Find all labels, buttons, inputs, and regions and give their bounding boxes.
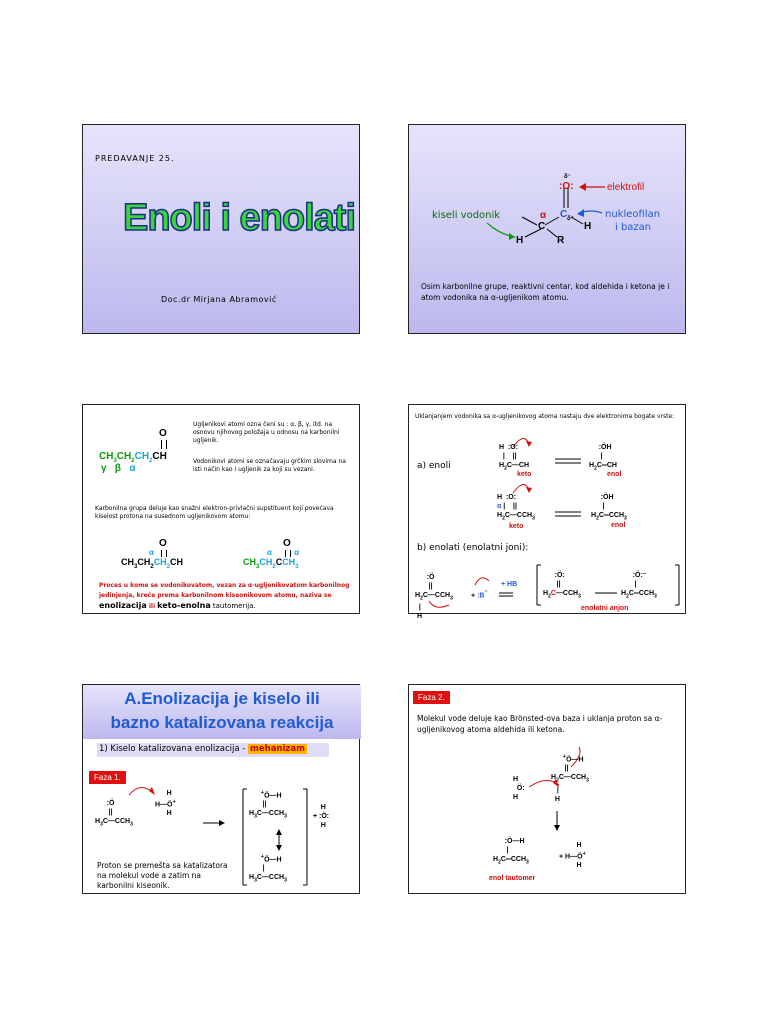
keto-label-1: keto [517, 471, 532, 478]
acetone-formula: :Ö || $H_3C—CCH_3$ [95, 800, 133, 828]
butanal-formula: $CH_3CH_2CH_2CH$ [99, 451, 167, 464]
carbonyl-oxygen-2: O [159, 538, 167, 549]
enol-label-1: enol [607, 471, 622, 478]
carbonyl-carbon: C [560, 209, 568, 220]
hydrogen-right: H [584, 221, 592, 232]
water-base-formula: H Ö: H [513, 776, 525, 801]
enol-1-formula: :ÖH | $H_2C═CH$ [589, 444, 617, 472]
slide-2-text: Osim karbonilne grupe, reaktivni centar, kod aldehida i ketona je i atom vodonika na α-ugljenikom atomu. [421, 282, 670, 302]
enolizacija-term: enolizacija [99, 601, 147, 610]
keto-2-formula: H :O: α | || $H_2C—CCH_3$ [497, 494, 535, 522]
alpha-hydrogen: H [516, 235, 524, 246]
author: Doc.dr Mirjana Abramović [161, 295, 277, 304]
double-bond-1 [161, 440, 167, 449]
hydronium-formula: H H—Ö+ H [155, 790, 176, 818]
slide-title: Enoli i enolati [123, 197, 356, 239]
label-enolati: b) enolati (enolatni joni): [417, 543, 529, 553]
s3-text-1: Ugljenikovi atomi ozna čeni su : α, β, γ, itd. na osnovu njihovog položaja u odnosu na karbonilni ugljenik. [193, 421, 340, 444]
process-desc: Proces u kome se vodonikovatom, vezan za α-ugljenikovatom karbonilnog jedinjenja, kreće prema karbonilnom kiseonikovom atomu, naziva se [99, 582, 350, 599]
protonated-ketone-formula: +Ö—H || $H_2C—CCH_3$ | H [551, 754, 589, 803]
alpha-label: α [540, 210, 547, 221]
oxygen-atom: :O: [559, 181, 574, 192]
alpha-carbon: C [538, 221, 546, 232]
r-group: R [557, 235, 565, 246]
slide-4 [408, 404, 686, 621]
enol-2-formula: :ÖH | $H_2C═CCH_3$ [591, 494, 627, 522]
anion-1-formula: :Ö: || $H_2C—CCH_3$ [543, 572, 581, 600]
faza-1-badge: Faza 1. [89, 771, 126, 784]
ili-word: ili [148, 603, 156, 610]
delta-minus: δ⁻ [564, 174, 571, 180]
keto-enolna-term: keto-enolna [157, 601, 211, 610]
slide-2 [408, 124, 686, 334]
delta-plus: δ⁺ [567, 216, 574, 222]
water-formula: H + :Ö: H [313, 804, 330, 829]
electrophile-label: elektrofil [607, 182, 645, 193]
carbonyl-oxygen-1: O [159, 428, 167, 439]
base-formula: + :B⁻ [471, 590, 488, 600]
process-text [99, 581, 357, 612]
slide-5-text: Proton se premešta sa katalizatora na molekul vode a zatim na karbonilni kiseonik. [97, 861, 228, 890]
faza-2-badge: Faza 2. [413, 691, 450, 704]
acid-h-label: kiseli vodonik [432, 210, 501, 221]
mechanism-word: mehanizam [250, 744, 305, 754]
protonated-1-formula: +Ö—H || $H_3C—CCH_3$ [249, 790, 287, 820]
slide-5-title-1: A.Enolizacija je kiselo ili [124, 689, 320, 708]
greek-labels: γ β α [101, 463, 136, 474]
subtitle-text: 1) Kiselo katalizovana enolizacija - [99, 744, 246, 754]
butanone-formula: $CH_3CH_2CCH_3$ [243, 557, 299, 570]
enol-label-2: enol [611, 522, 626, 529]
alpha-labels-3: α α [267, 548, 300, 557]
double-bond-2 [161, 550, 167, 557]
base-mechanism-diagram [409, 685, 687, 895]
lecture-label: PREDAVANJE 25. [95, 154, 175, 163]
hydronium-product-formula: H + H—Ö+ H [559, 842, 586, 870]
s3-text-2: Vodonikovi atomi se označavaju grčkim slovima na isti način kao i ugljenik za koji su vezani. [193, 458, 346, 473]
slide-1 [82, 124, 360, 334]
enol-tautomer-label: enol tautomer [489, 875, 536, 882]
slide-6-text: Molekul vode deluje kao Brönsted-ova baza i uklanja proton sa α-ugljenikovog atoma aldehida ili ketona. [417, 714, 663, 734]
slide-6 [408, 684, 686, 894]
keto-label-2: keto [509, 523, 524, 530]
nucleophile-label-1: nukleofilan [605, 209, 661, 220]
ketone-formula: :Ö || $H_2C—CCH_3$ | H [415, 574, 453, 621]
protonated-2-formula: +Ö—H | $H_3C—CCH_3$ [249, 854, 287, 884]
keto-1-formula: H :O: | || $H_2C—CH$ [499, 444, 530, 472]
anion-2-formula: :Ö:⁻ | $H_2C═CCH_3$ [621, 572, 657, 600]
carbonyl-oxygen-3: O [283, 538, 291, 549]
alpha-label-2: α [149, 548, 154, 557]
tautomerija-term: tautomerija. [212, 602, 256, 610]
slide-5-title-2: bazno katalizovana reakcija [110, 713, 334, 732]
slide-5 [82, 684, 360, 894]
enolate-anion-label: enolatni anjon [581, 605, 629, 612]
label-enoli: a) enoli [417, 461, 451, 471]
s4-intro: Uklanjanjem vodonika sa α-ugljenikovog atoma nastaju dve elektronima bogate vrste: [415, 413, 675, 420]
enol-product-formula: :Ö—H | $H_2C═CCH_3$ [493, 838, 529, 866]
s3-text-3: Karbonilna grupa deluje kao snažni elektron-privlačni supstituent koji povećava kiselost protona na susednom ugljenikovom atomu: [95, 505, 334, 520]
nucleophile-label-2: i bazan [615, 222, 652, 233]
butanal-formula-2: $CH_3CH_2CH_2CH$ [121, 557, 184, 570]
hb-label: + HB [501, 581, 518, 588]
slide-3 [82, 404, 360, 614]
